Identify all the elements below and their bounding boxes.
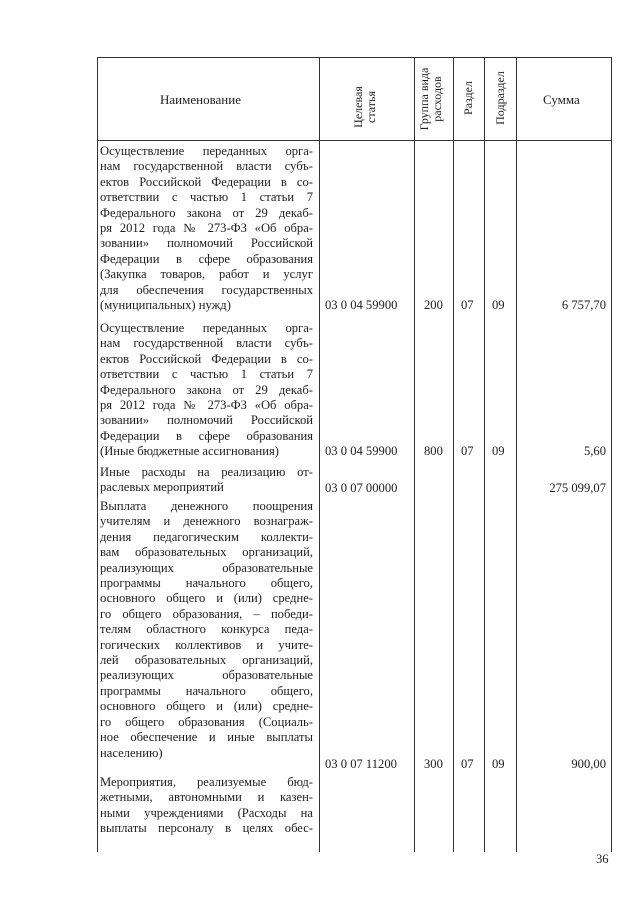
column-border: [97, 57, 98, 852]
row-name-line: го общего образования (Социаль-: [100, 714, 313, 729]
header-section: Раздел: [461, 81, 475, 115]
row-name-line: гогических коллективов и учите-: [100, 637, 313, 652]
row-name-line: выплаты персоналу в целях обес-: [100, 821, 313, 836]
column-border: [414, 57, 415, 852]
row-name-line: зовании» полномочий Российской: [100, 236, 313, 251]
row-name-line: зовании» полномочий Российской: [100, 413, 313, 428]
header-target: [352, 68, 382, 146]
header-group: [418, 60, 448, 138]
row-name-line: населению): [100, 745, 163, 760]
row-subsection: 09: [492, 298, 505, 312]
row-name-line: основного общего и (или) средне-: [100, 591, 313, 606]
column-border: [319, 57, 320, 852]
row-name-line: учителям и денежного вознаграж-: [100, 514, 313, 529]
row-subsection: 09: [492, 444, 505, 458]
row-code: 03 0 07 00000: [325, 481, 398, 495]
row-name: [100, 465, 313, 496]
row-name-line: нам государственной власти субъ-: [100, 159, 313, 174]
row-name-line: Мероприятия, реализуемые бюд-: [100, 775, 313, 789]
row-sum: 6 757,70: [561, 298, 606, 312]
row-name-line: реализующих образовательные: [100, 560, 313, 575]
column-border: [453, 57, 454, 852]
row-name-line: Федерального закона от 29 декаб-: [100, 382, 313, 397]
header-target-line1: Целевая: [351, 86, 365, 128]
row-name-line: ря 2012 года № 273-ФЗ «Об обра-: [100, 221, 313, 236]
column-border: [484, 57, 485, 852]
row-name: [100, 499, 313, 761]
row-name-line: Осуществление переданных орга-: [100, 321, 313, 335]
header-group-line2: расходов: [430, 76, 444, 122]
row-sum: 900,00: [571, 757, 606, 771]
row-name-line: раслевых мероприятий: [100, 480, 224, 495]
row-group: 800: [424, 444, 443, 458]
row-section: 07: [461, 757, 474, 771]
row-code: 03 0 04 59900: [325, 298, 398, 312]
page-number: 36: [596, 852, 609, 866]
row-name-line: (Иные бюджетные ассигнования): [100, 444, 279, 459]
row-name-line: Федерального закона от 29 декаб-: [100, 205, 313, 220]
column-border: [611, 57, 612, 852]
row-name-line: го общего образования, – победи-: [100, 606, 313, 621]
row-name: [100, 144, 313, 313]
row-name-line: вам образовательных организаций,: [100, 545, 313, 560]
row-name-line: программы начального общего,: [100, 683, 313, 698]
row-name-line: Федерации в сфере образования: [100, 428, 313, 443]
header-sum: Сумма: [543, 92, 580, 107]
row-name-line: ное обеспечение и иные выплаты: [100, 730, 313, 745]
header-group-line1: Группа вида: [417, 67, 431, 131]
row-name-line: нам государственной власти субъ-: [100, 336, 313, 351]
row-name-line: ответствии с частью 1 статьи 7: [100, 367, 313, 382]
row-name-line: (Закупка товаров, работ и услуг: [100, 267, 313, 282]
row-name-line: основного общего и (или) средне-: [100, 699, 313, 714]
row-name-line: (муниципальных) нужд): [100, 298, 231, 313]
table-top-border: [97, 57, 611, 58]
row-name-line: программы начального общего,: [100, 576, 313, 591]
row-group: 200: [424, 298, 443, 312]
row-name: [100, 775, 313, 837]
header-subsection: Подраздел: [493, 71, 507, 125]
row-name-line: дения педагогическим коллекти-: [100, 529, 313, 544]
row-name-line: ными учреждениями (Расходы на: [100, 805, 313, 820]
row-name-line: ответствии с частью 1 статьи 7: [100, 190, 313, 205]
row-name-line: Иные расходы на реализацию от-: [100, 465, 313, 479]
row-section: 07: [461, 298, 474, 312]
row-sum: 275 099,07: [549, 481, 606, 495]
row-group: 300: [424, 757, 443, 771]
header-target-line2: статья: [364, 91, 378, 123]
row-name-line: лей образовательных организаций,: [100, 653, 313, 668]
row-sum: 5,60: [583, 444, 606, 458]
row-name-line: для обеспечения государственных: [100, 282, 313, 297]
row-code: 03 0 04 59900: [325, 444, 398, 458]
row-name-line: Осуществление переданных орга-: [100, 144, 313, 158]
row-name: [100, 321, 313, 460]
header-name: Наименование: [160, 92, 241, 107]
row-name-line: Выплата денежного поощрения: [100, 499, 313, 513]
row-name-line: ектов Российской Федерации в со-: [100, 174, 313, 189]
row-subsection: 09: [492, 757, 505, 771]
row-name-line: реализующих образовательные: [100, 668, 313, 683]
row-name-line: Федерации в сфере образования: [100, 251, 313, 266]
row-section: 07: [461, 444, 474, 458]
row-code: 03 0 07 11200: [325, 757, 397, 771]
row-name-line: ектов Российской Федерации в со-: [100, 351, 313, 366]
row-name-line: ря 2012 года № 273-ФЗ «Об обра-: [100, 398, 313, 413]
row-name-line: телям областного конкурса педа-: [100, 622, 313, 637]
column-border: [516, 57, 517, 852]
row-name-line: жетными, автономными и казен-: [100, 790, 313, 805]
